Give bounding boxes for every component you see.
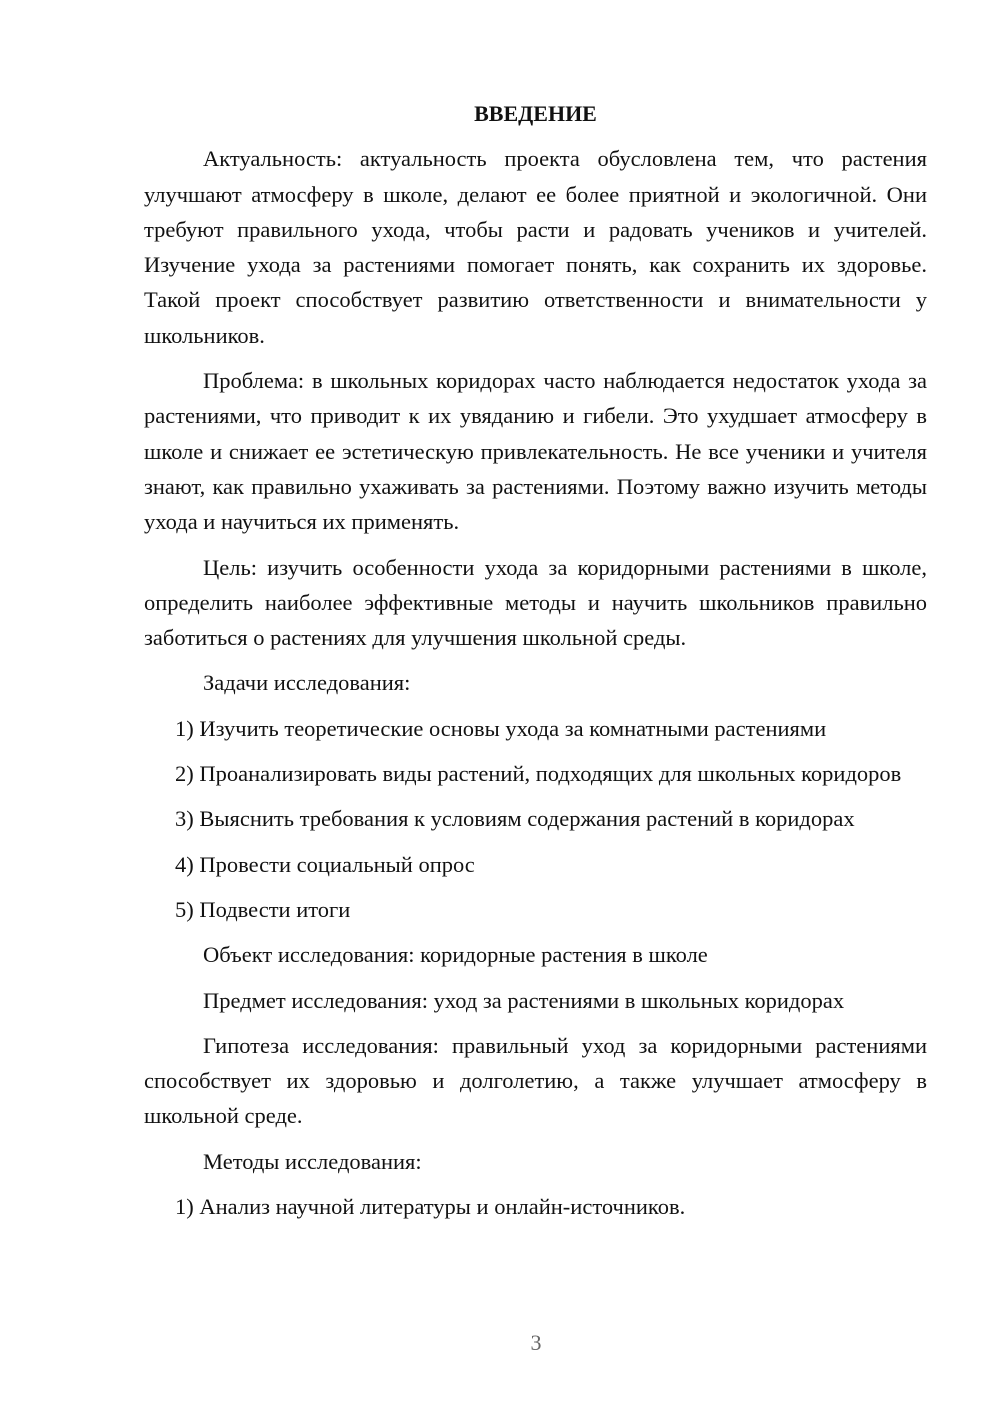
page-title: ВВЕДЕНИЕ (474, 101, 597, 126)
object-line: Объект исследования: коридорные растения в школе (203, 942, 708, 968)
problem-paragraph: Проблема: в школьных коридорах часто наблюдается недостаток ухода за растениями, что приводит к их увяданию и гибели. Это ухудшает атмосферу в школе и снижает ее эстетическую привлекательность. Не все ученики и учителя знают, как правильно ухаживать за растениями. Поэтому важно изучить методы ухода и научиться их применять. (144, 368, 927, 535)
hypothesis-paragraph: Гипотеза исследования: правильный уход за коридорными растениями способствует их здоровью и долголетию, а также улучшает атмосферу в школьной среде. (144, 1032, 927, 1129)
relevance-paragraph: Актуальность: актуальность проекта обусловлена тем, что растения улучшают атмосферу в школе, делают ее более приятной и экологичной. Они требуют правильного ухода, чтобы расти и радовать учеников и учителей. Изучение ухода за растениями помогает понять, как сохранить их здоровье. Такой проект способствует развитию ответственности и внимательности у школьников. (144, 146, 927, 348)
list-item: 2) Проанализировать виды растений, подходящих для школьных коридоров (175, 761, 902, 787)
list-item: 1) Изучить теоретические основы ухода за комнатными растениями (175, 715, 827, 741)
goal-paragraph: Цель: изучить особенности ухода за коридорными растениями в школе, определить наиболее эффективные методы и научить школьников правильно заботиться о растениях для улучшения школьной среды. (144, 554, 927, 651)
subject-line: Предмет исследования: уход за растениями в школьных коридорах (203, 987, 845, 1013)
list-item: 1) Анализ научной литературы и онлайн-источников. (175, 1194, 686, 1220)
tasks-heading: Задачи исследования: (203, 670, 411, 696)
methods-heading: Методы исследования: (203, 1148, 422, 1174)
list-item: 4) Провести социальный опрос (175, 851, 475, 877)
page-number: 3 (530, 1330, 542, 1355)
tasks-list (144, 711, 927, 927)
methods-list (144, 1189, 927, 1224)
list-item: 5) Подвести итоги (175, 896, 351, 922)
page-content (144, 96, 927, 1234)
list-item: 3) Выяснить требования к условиям содержания растений в коридорах (175, 806, 855, 832)
